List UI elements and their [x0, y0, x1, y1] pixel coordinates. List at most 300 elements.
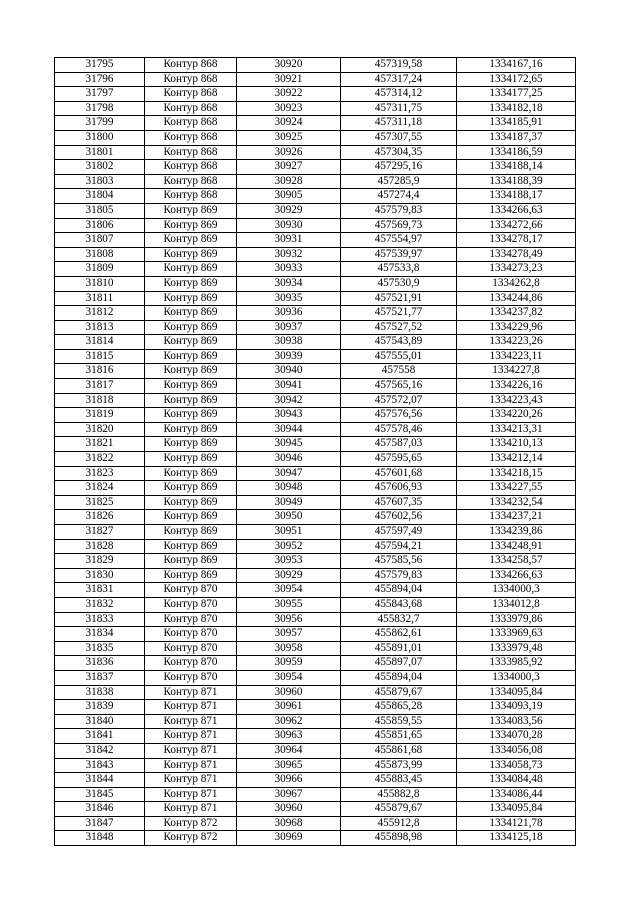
contour-name-cell: Контур 868 — [145, 87, 237, 102]
y-coordinate-cell: 1334186,59 — [457, 145, 576, 160]
x-coordinate-cell: 457304,35 — [341, 145, 457, 160]
contour-name-cell: Контур 868 — [145, 174, 237, 189]
y-coordinate-cell: 1334262,8 — [457, 276, 576, 291]
point-id-cell: 30941 — [237, 379, 341, 394]
table-row — [55, 714, 576, 729]
contour-name-cell: Контур 868 — [145, 58, 237, 73]
point-id-cell: 30948 — [237, 481, 341, 496]
contour-name-cell: Контур 871 — [145, 802, 237, 817]
table-row — [55, 612, 576, 627]
table-row — [55, 437, 576, 452]
y-coordinate-cell: 1334188,39 — [457, 174, 576, 189]
y-coordinate-cell: 1334185,91 — [457, 116, 576, 131]
y-coordinate-cell: 1333985,92 — [457, 656, 576, 671]
y-coordinate-cell: 1334083,56 — [457, 714, 576, 729]
x-coordinate-cell: 457311,75 — [341, 101, 457, 116]
y-coordinate-cell: 1334167,16 — [457, 58, 576, 73]
point-id-cell: 30967 — [237, 787, 341, 802]
point-id-cell: 30960 — [237, 802, 341, 817]
table-row — [55, 145, 576, 160]
x-coordinate-cell: 457319,58 — [341, 58, 457, 73]
row-number-cell: 31810 — [55, 276, 145, 291]
table-row — [55, 174, 576, 189]
contour-name-cell: Контур 869 — [145, 452, 237, 467]
contour-name-cell: Контур 869 — [145, 510, 237, 525]
contour-name-cell: Контур 871 — [145, 773, 237, 788]
row-number-cell: 31818 — [55, 393, 145, 408]
x-coordinate-cell: 457285,9 — [341, 174, 457, 189]
table-row — [55, 306, 576, 321]
contour-name-cell: Контур 869 — [145, 554, 237, 569]
contour-name-cell: Контур 871 — [145, 743, 237, 758]
contour-name-cell: Контур 869 — [145, 379, 237, 394]
contour-name-cell: Контур 869 — [145, 568, 237, 583]
y-coordinate-cell: 1334239,86 — [457, 525, 576, 540]
row-number-cell: 31815 — [55, 349, 145, 364]
y-coordinate-cell: 1334125,18 — [457, 831, 576, 846]
row-number-cell: 31800 — [55, 130, 145, 145]
y-coordinate-cell: 1334266,63 — [457, 203, 576, 218]
row-number-cell: 31825 — [55, 495, 145, 510]
row-number-cell: 31841 — [55, 729, 145, 744]
x-coordinate-cell: 457594,21 — [341, 539, 457, 554]
y-coordinate-cell: 1334000,3 — [457, 583, 576, 598]
row-number-cell: 31848 — [55, 831, 145, 846]
row-number-cell: 31796 — [55, 72, 145, 87]
contour-name-cell: Контур 869 — [145, 393, 237, 408]
y-coordinate-cell: 1334188,14 — [457, 160, 576, 175]
contour-name-cell: Контур 869 — [145, 320, 237, 335]
row-number-cell: 31845 — [55, 787, 145, 802]
point-id-cell: 30942 — [237, 393, 341, 408]
table-row — [55, 130, 576, 145]
point-id-cell: 30925 — [237, 130, 341, 145]
point-id-cell: 30949 — [237, 495, 341, 510]
point-id-cell: 30927 — [237, 160, 341, 175]
y-coordinate-cell: 1334086,44 — [457, 787, 576, 802]
y-coordinate-cell: 1334237,21 — [457, 510, 576, 525]
point-id-cell: 30920 — [237, 58, 341, 73]
row-number-cell: 31844 — [55, 773, 145, 788]
row-number-cell: 31812 — [55, 306, 145, 321]
x-coordinate-cell: 455894,04 — [341, 670, 457, 685]
point-id-cell: 30933 — [237, 262, 341, 277]
x-coordinate-cell: 455879,67 — [341, 802, 457, 817]
point-id-cell: 30969 — [237, 831, 341, 846]
x-coordinate-cell: 455862,61 — [341, 627, 457, 642]
point-id-cell: 30944 — [237, 422, 341, 437]
table-row — [55, 802, 576, 817]
x-coordinate-cell: 455883,45 — [341, 773, 457, 788]
y-coordinate-cell: 1334226,16 — [457, 379, 576, 394]
point-id-cell: 30951 — [237, 525, 341, 540]
table-row — [55, 743, 576, 758]
y-coordinate-cell: 1333979,48 — [457, 641, 576, 656]
point-id-cell: 30958 — [237, 641, 341, 656]
table-row — [55, 816, 576, 831]
row-number-cell: 31834 — [55, 627, 145, 642]
contour-name-cell: Контур 870 — [145, 641, 237, 656]
contour-name-cell: Контур 870 — [145, 583, 237, 598]
point-id-cell: 30955 — [237, 597, 341, 612]
contour-name-cell: Контур 872 — [145, 831, 237, 846]
contour-name-cell: Контур 871 — [145, 787, 237, 802]
table-row — [55, 101, 576, 116]
y-coordinate-cell: 1334227,55 — [457, 481, 576, 496]
y-coordinate-cell: 1334237,82 — [457, 306, 576, 321]
table-body — [55, 58, 576, 846]
contour-name-cell: Контур 869 — [145, 422, 237, 437]
y-coordinate-cell: 1334177,25 — [457, 87, 576, 102]
table-row — [55, 422, 576, 437]
y-coordinate-cell: 1334012,8 — [457, 597, 576, 612]
x-coordinate-cell: 457569,73 — [341, 218, 457, 233]
x-coordinate-cell: 455865,28 — [341, 700, 457, 715]
table-row — [55, 700, 576, 715]
point-id-cell: 30961 — [237, 700, 341, 715]
y-coordinate-cell: 1334000,3 — [457, 670, 576, 685]
contour-name-cell: Контур 869 — [145, 233, 237, 248]
y-coordinate-cell: 1334095,84 — [457, 802, 576, 817]
table-row — [55, 773, 576, 788]
table-row — [55, 481, 576, 496]
row-number-cell: 31816 — [55, 364, 145, 379]
contour-name-cell: Контур 872 — [145, 816, 237, 831]
row-number-cell: 31840 — [55, 714, 145, 729]
point-id-cell: 30929 — [237, 203, 341, 218]
y-coordinate-cell: 1334188,17 — [457, 189, 576, 204]
row-number-cell: 31807 — [55, 233, 145, 248]
x-coordinate-cell: 457311,18 — [341, 116, 457, 131]
point-id-cell: 30924 — [237, 116, 341, 131]
contour-name-cell: Контур 870 — [145, 627, 237, 642]
point-id-cell: 30905 — [237, 189, 341, 204]
row-number-cell: 31805 — [55, 203, 145, 218]
point-id-cell: 30923 — [237, 101, 341, 116]
x-coordinate-cell: 457579,83 — [341, 203, 457, 218]
x-coordinate-cell: 457585,56 — [341, 554, 457, 569]
y-coordinate-cell: 1334273,23 — [457, 262, 576, 277]
row-number-cell: 31842 — [55, 743, 145, 758]
x-coordinate-cell: 457606,93 — [341, 481, 457, 496]
point-id-cell: 30939 — [237, 349, 341, 364]
table-row — [55, 554, 576, 569]
x-coordinate-cell: 455851,65 — [341, 729, 457, 744]
x-coordinate-cell: 457521,91 — [341, 291, 457, 306]
y-coordinate-cell: 1334210,13 — [457, 437, 576, 452]
table-row — [55, 233, 576, 248]
y-coordinate-cell: 1334272,66 — [457, 218, 576, 233]
point-id-cell: 30964 — [237, 743, 341, 758]
table-row — [55, 408, 576, 423]
x-coordinate-cell: 457317,24 — [341, 72, 457, 87]
table-row — [55, 379, 576, 394]
row-number-cell: 31839 — [55, 700, 145, 715]
table-row — [55, 87, 576, 102]
y-coordinate-cell: 1334218,15 — [457, 466, 576, 481]
table-row — [55, 291, 576, 306]
contour-name-cell: Контур 869 — [145, 539, 237, 554]
x-coordinate-cell: 457533,8 — [341, 262, 457, 277]
row-number-cell: 31817 — [55, 379, 145, 394]
point-id-cell: 30935 — [237, 291, 341, 306]
y-coordinate-cell: 1334244,86 — [457, 291, 576, 306]
y-coordinate-cell: 1333969,63 — [457, 627, 576, 642]
row-number-cell: 31830 — [55, 568, 145, 583]
x-coordinate-cell: 455882,8 — [341, 787, 457, 802]
contour-name-cell: Контур 869 — [145, 437, 237, 452]
contour-name-cell: Контур 868 — [145, 160, 237, 175]
contour-name-cell: Контур 869 — [145, 364, 237, 379]
table-row — [55, 189, 576, 204]
row-number-cell: 31821 — [55, 437, 145, 452]
row-number-cell: 31820 — [55, 422, 145, 437]
y-coordinate-cell: 1334232,54 — [457, 495, 576, 510]
contour-name-cell: Контур 869 — [145, 525, 237, 540]
y-coordinate-cell: 1334223,11 — [457, 349, 576, 364]
point-id-cell: 30965 — [237, 758, 341, 773]
y-coordinate-cell: 1333979,86 — [457, 612, 576, 627]
table-row — [55, 276, 576, 291]
contour-name-cell: Контур 869 — [145, 218, 237, 233]
point-id-cell: 30946 — [237, 452, 341, 467]
contour-name-cell: Контур 869 — [145, 247, 237, 262]
x-coordinate-cell: 457314,12 — [341, 87, 457, 102]
y-coordinate-cell: 1334223,26 — [457, 335, 576, 350]
contour-name-cell: Контур 868 — [145, 189, 237, 204]
table-row — [55, 729, 576, 744]
table-row — [55, 452, 576, 467]
x-coordinate-cell: 455861,68 — [341, 743, 457, 758]
x-coordinate-cell: 455832,7 — [341, 612, 457, 627]
point-id-cell: 30921 — [237, 72, 341, 87]
point-id-cell: 30966 — [237, 773, 341, 788]
point-id-cell: 30957 — [237, 627, 341, 642]
table-row — [55, 72, 576, 87]
point-id-cell: 30938 — [237, 335, 341, 350]
table-row — [55, 510, 576, 525]
contour-name-cell: Контур 869 — [145, 276, 237, 291]
x-coordinate-cell: 457601,68 — [341, 466, 457, 481]
table-row — [55, 787, 576, 802]
table-row — [55, 525, 576, 540]
point-id-cell: 30932 — [237, 247, 341, 262]
point-id-cell: 30945 — [237, 437, 341, 452]
y-coordinate-cell: 1334056,08 — [457, 743, 576, 758]
point-id-cell: 30954 — [237, 583, 341, 598]
contour-name-cell: Контур 868 — [145, 101, 237, 116]
point-id-cell: 30931 — [237, 233, 341, 248]
contour-name-cell: Контур 869 — [145, 349, 237, 364]
point-id-cell: 30936 — [237, 306, 341, 321]
x-coordinate-cell: 455873,99 — [341, 758, 457, 773]
y-coordinate-cell: 1334258,57 — [457, 554, 576, 569]
x-coordinate-cell: 457543,89 — [341, 335, 457, 350]
table-row — [55, 203, 576, 218]
row-number-cell: 31846 — [55, 802, 145, 817]
y-coordinate-cell: 1334220,26 — [457, 408, 576, 423]
x-coordinate-cell: 457602,56 — [341, 510, 457, 525]
table-row — [55, 320, 576, 335]
point-id-cell: 30959 — [237, 656, 341, 671]
point-id-cell: 30930 — [237, 218, 341, 233]
x-coordinate-cell: 457587,03 — [341, 437, 457, 452]
row-number-cell: 31828 — [55, 539, 145, 554]
y-coordinate-cell: 1334084,48 — [457, 773, 576, 788]
row-number-cell: 31843 — [55, 758, 145, 773]
x-coordinate-cell: 457274,4 — [341, 189, 457, 204]
point-id-cell: 30968 — [237, 816, 341, 831]
row-number-cell: 31836 — [55, 656, 145, 671]
x-coordinate-cell: 457579,83 — [341, 568, 457, 583]
y-coordinate-cell: 1334070,28 — [457, 729, 576, 744]
contour-name-cell: Контур 871 — [145, 758, 237, 773]
y-coordinate-cell: 1334278,49 — [457, 247, 576, 262]
table-row — [55, 627, 576, 642]
point-id-cell: 30937 — [237, 320, 341, 335]
table-row — [55, 656, 576, 671]
table-row — [55, 58, 576, 73]
y-coordinate-cell: 1334172,65 — [457, 72, 576, 87]
contour-name-cell: Контур 869 — [145, 481, 237, 496]
y-coordinate-cell: 1334227,8 — [457, 364, 576, 379]
point-id-cell: 30963 — [237, 729, 341, 744]
x-coordinate-cell: 455897,07 — [341, 656, 457, 671]
y-coordinate-cell: 1334266,63 — [457, 568, 576, 583]
point-id-cell: 30953 — [237, 554, 341, 569]
x-coordinate-cell: 457530,9 — [341, 276, 457, 291]
x-coordinate-cell: 457295,16 — [341, 160, 457, 175]
row-number-cell: 31795 — [55, 58, 145, 73]
x-coordinate-cell: 457607,35 — [341, 495, 457, 510]
row-number-cell: 31833 — [55, 612, 145, 627]
x-coordinate-cell: 455898,98 — [341, 831, 457, 846]
contour-name-cell: Контур 868 — [145, 72, 237, 87]
x-coordinate-cell: 455843,68 — [341, 597, 457, 612]
table-row — [55, 160, 576, 175]
contour-name-cell: Контур 868 — [145, 130, 237, 145]
y-coordinate-cell: 1334212,14 — [457, 452, 576, 467]
x-coordinate-cell: 457555,01 — [341, 349, 457, 364]
point-id-cell: 30928 — [237, 174, 341, 189]
x-coordinate-cell: 455912,8 — [341, 816, 457, 831]
point-id-cell: 30950 — [237, 510, 341, 525]
contour-name-cell: Контур 869 — [145, 291, 237, 306]
x-coordinate-cell: 457554,97 — [341, 233, 457, 248]
y-coordinate-cell: 1334213,31 — [457, 422, 576, 437]
row-number-cell: 31823 — [55, 466, 145, 481]
contour-name-cell: Контур 868 — [145, 145, 237, 160]
contour-name-cell: Контур 870 — [145, 670, 237, 685]
table-row — [55, 831, 576, 846]
point-id-cell: 30954 — [237, 670, 341, 685]
row-number-cell: 31824 — [55, 481, 145, 496]
y-coordinate-cell: 1334248,91 — [457, 539, 576, 554]
row-number-cell: 31797 — [55, 87, 145, 102]
table-row — [55, 758, 576, 773]
point-id-cell: 30926 — [237, 145, 341, 160]
point-id-cell: 30956 — [237, 612, 341, 627]
y-coordinate-cell: 1334223,43 — [457, 393, 576, 408]
table-row — [55, 218, 576, 233]
table-row — [55, 349, 576, 364]
y-coordinate-cell: 1334229,96 — [457, 320, 576, 335]
table-row — [55, 364, 576, 379]
contour-name-cell: Контур 871 — [145, 700, 237, 715]
x-coordinate-cell: 457539,97 — [341, 247, 457, 262]
point-id-cell: 30952 — [237, 539, 341, 554]
point-id-cell: 30943 — [237, 408, 341, 423]
y-coordinate-cell: 1334182,18 — [457, 101, 576, 116]
table-row — [55, 685, 576, 700]
table-row — [55, 247, 576, 262]
contour-name-cell: Контур 869 — [145, 306, 237, 321]
point-id-cell: 30934 — [237, 276, 341, 291]
row-number-cell: 31837 — [55, 670, 145, 685]
y-coordinate-cell: 1334278,17 — [457, 233, 576, 248]
point-id-cell: 30929 — [237, 568, 341, 583]
row-number-cell: 31801 — [55, 145, 145, 160]
row-number-cell: 31802 — [55, 160, 145, 175]
y-coordinate-cell: 1334121,78 — [457, 816, 576, 831]
x-coordinate-cell: 457595,65 — [341, 452, 457, 467]
table-row — [55, 583, 576, 598]
point-id-cell: 30962 — [237, 714, 341, 729]
y-coordinate-cell: 1334058,73 — [457, 758, 576, 773]
row-number-cell: 31819 — [55, 408, 145, 423]
x-coordinate-cell: 455891,01 — [341, 641, 457, 656]
row-number-cell: 31838 — [55, 685, 145, 700]
point-id-cell: 30960 — [237, 685, 341, 700]
row-number-cell: 31847 — [55, 816, 145, 831]
contour-name-cell: Контур 869 — [145, 203, 237, 218]
x-coordinate-cell: 455859,55 — [341, 714, 457, 729]
row-number-cell: 31799 — [55, 116, 145, 131]
contour-name-cell: Контур 869 — [145, 262, 237, 277]
contour-name-cell: Контур 870 — [145, 656, 237, 671]
x-coordinate-cell: 457572,07 — [341, 393, 457, 408]
contour-name-cell: Контур 871 — [145, 685, 237, 700]
row-number-cell: 31835 — [55, 641, 145, 656]
table-row — [55, 335, 576, 350]
x-coordinate-cell: 457597,49 — [341, 525, 457, 540]
point-id-cell: 30940 — [237, 364, 341, 379]
table-row — [55, 116, 576, 131]
table-row — [55, 466, 576, 481]
row-number-cell: 31808 — [55, 247, 145, 262]
table-row — [55, 393, 576, 408]
x-coordinate-cell: 457565,16 — [341, 379, 457, 394]
row-number-cell: 31811 — [55, 291, 145, 306]
contour-name-cell: Контур 869 — [145, 335, 237, 350]
row-number-cell: 31832 — [55, 597, 145, 612]
table-row — [55, 670, 576, 685]
contour-name-cell: Контур 870 — [145, 597, 237, 612]
contour-name-cell: Контур 871 — [145, 714, 237, 729]
row-number-cell: 31798 — [55, 101, 145, 116]
y-coordinate-cell: 1334187,37 — [457, 130, 576, 145]
row-number-cell: 31826 — [55, 510, 145, 525]
x-coordinate-cell: 457576,56 — [341, 408, 457, 423]
row-number-cell: 31806 — [55, 218, 145, 233]
row-number-cell: 31822 — [55, 452, 145, 467]
x-coordinate-cell: 455894,04 — [341, 583, 457, 598]
table-row — [55, 262, 576, 277]
contour-name-cell: Контур 868 — [145, 116, 237, 131]
row-number-cell: 31804 — [55, 189, 145, 204]
y-coordinate-cell: 1334093,19 — [457, 700, 576, 715]
table-row — [55, 495, 576, 510]
